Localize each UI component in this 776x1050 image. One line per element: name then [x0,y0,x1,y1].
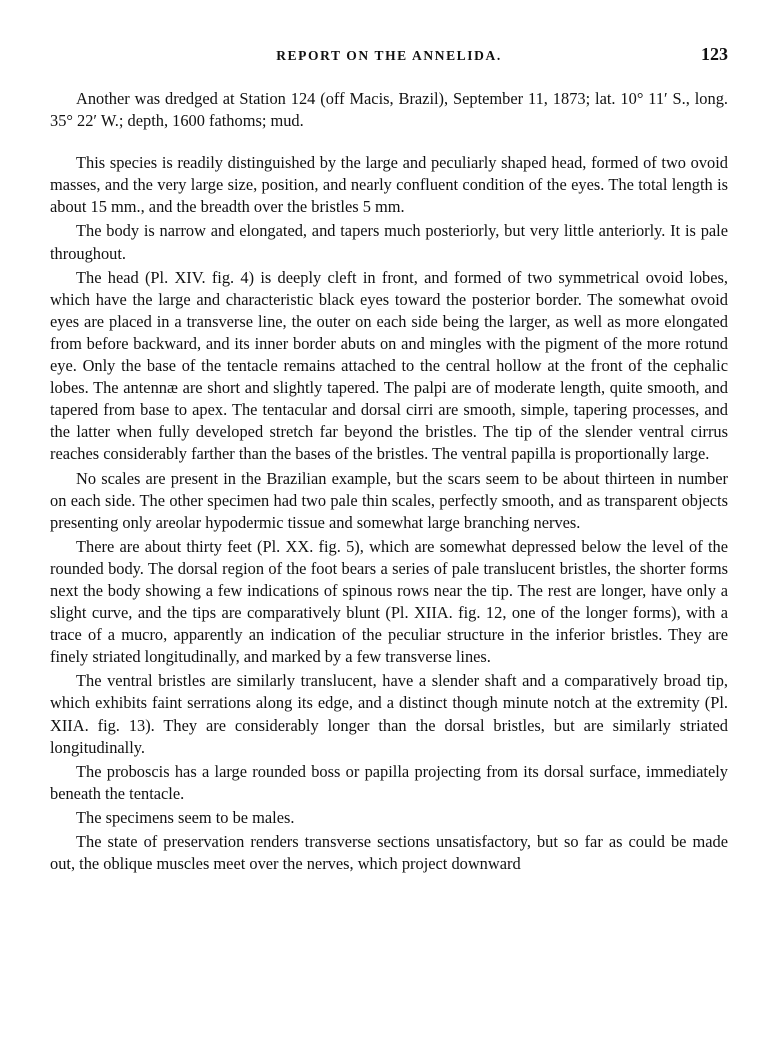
paragraph-scales: No scales are present in the Brazilian example, but the scars seem to be about thirteen in number on each side. The other specimen had two pale thin scales, perfectly smooth, and as transparent objects presenting only areolar hypodermic tissue and somewhat large branching nerves. [50,468,728,532]
page-number: 123 [701,44,728,64]
paragraph-feet-dorsal-bristles: There are about thirty feet (Pl. XX. fig. 5), which are somewhat depressed below the level of the rounded body. The dorsal region of the foot bears a series of pale translucent bristles, the shorter forms next the body showing a few indications of spinous rows near the tip. The rest are longer, have only a slight curve, and the tips are comparatively blunt (Pl. XIIA. fig. 12, one of the longer forms), with a trace of a mucro, apparently an indication of the peculiar structure in the inferior bristles. They are finely striated longitudinally, and marked by a few transverse lines. [50,536,728,667]
document-page [50,40,728,875]
running-header [50,40,728,70]
paragraph-ventral-bristles: The ventral bristles are similarly translucent, have a slender shaft and a comparatively broad tip, which exhibits faint serrations along its edge, and a distinct though minute notch at the extremity (Pl. XIIA. fig. 13). They are considerably longer than the dorsal bristles, but are similarly striated longitudinally. [50,671,728,757]
paragraph-proboscis: The proboscis has a large rounded boss or papilla projecting from its dorsal surface, immediately beneath the tentacle. [50,761,728,803]
paragraph-station-record: Another was dredged at Station 124 (off Macis, Brazil), September 11, 1873; lat. 10° 11′ S., long. 35° 22′ W.; depth, 1600 fathoms; mud. [50,89,728,131]
paragraph-head-description: The head (Pl. XIV. fig. 4) is deeply cleft in front, and formed of two symmetrical ovoid lobes, which have the large and characteristic black eyes toward the posterior border. The somewhat ovoid eyes are placed in a transverse line, the outer on each side being the larger, as well as more elongated from before backward, and its inner border abuts on and mingles with the pigment of the more rotund eye. Only the base of the tentacle remains attached to the central hollow at the front of the cephalic lobes. The antennæ are short and slightly tapered. The palpi are of moderate length, quite smooth, and tapered from base to apex. The tentacular and dorsal cirri are smooth, simple, tapering processes, and the latter when fully developed stretch far beyond the bristles. The tip of the slender ventral cirrus reaches considerably farther than the bases of the bristles. The ventral papilla is proportionally large. [50,267,728,464]
paragraph-specimens-sex: The specimens seem to be males. [76,807,295,827]
paragraph-species-diagnosis: This species is readily distinguished by the large and peculiarly shaped head, formed of two ovoid masses, and the very large size, position, and nearly confluent condition of the eyes. The total length is about 15 mm., and the breadth over the bristles 5 mm. [50,153,728,217]
paragraph-preservation: The state of preservation renders transverse sections unsatisfactory, but so far as could be made out, the oblique muscles meet over the nerves, which project downward [50,832,728,874]
running-title: REPORT ON THE ANNELIDA. [276,48,502,63]
paragraph-body-shape: The body is narrow and elongated, and tapers much posteriorly, but very little anteriorly. It is pale throughout. [50,221,728,263]
body-text [50,88,728,875]
